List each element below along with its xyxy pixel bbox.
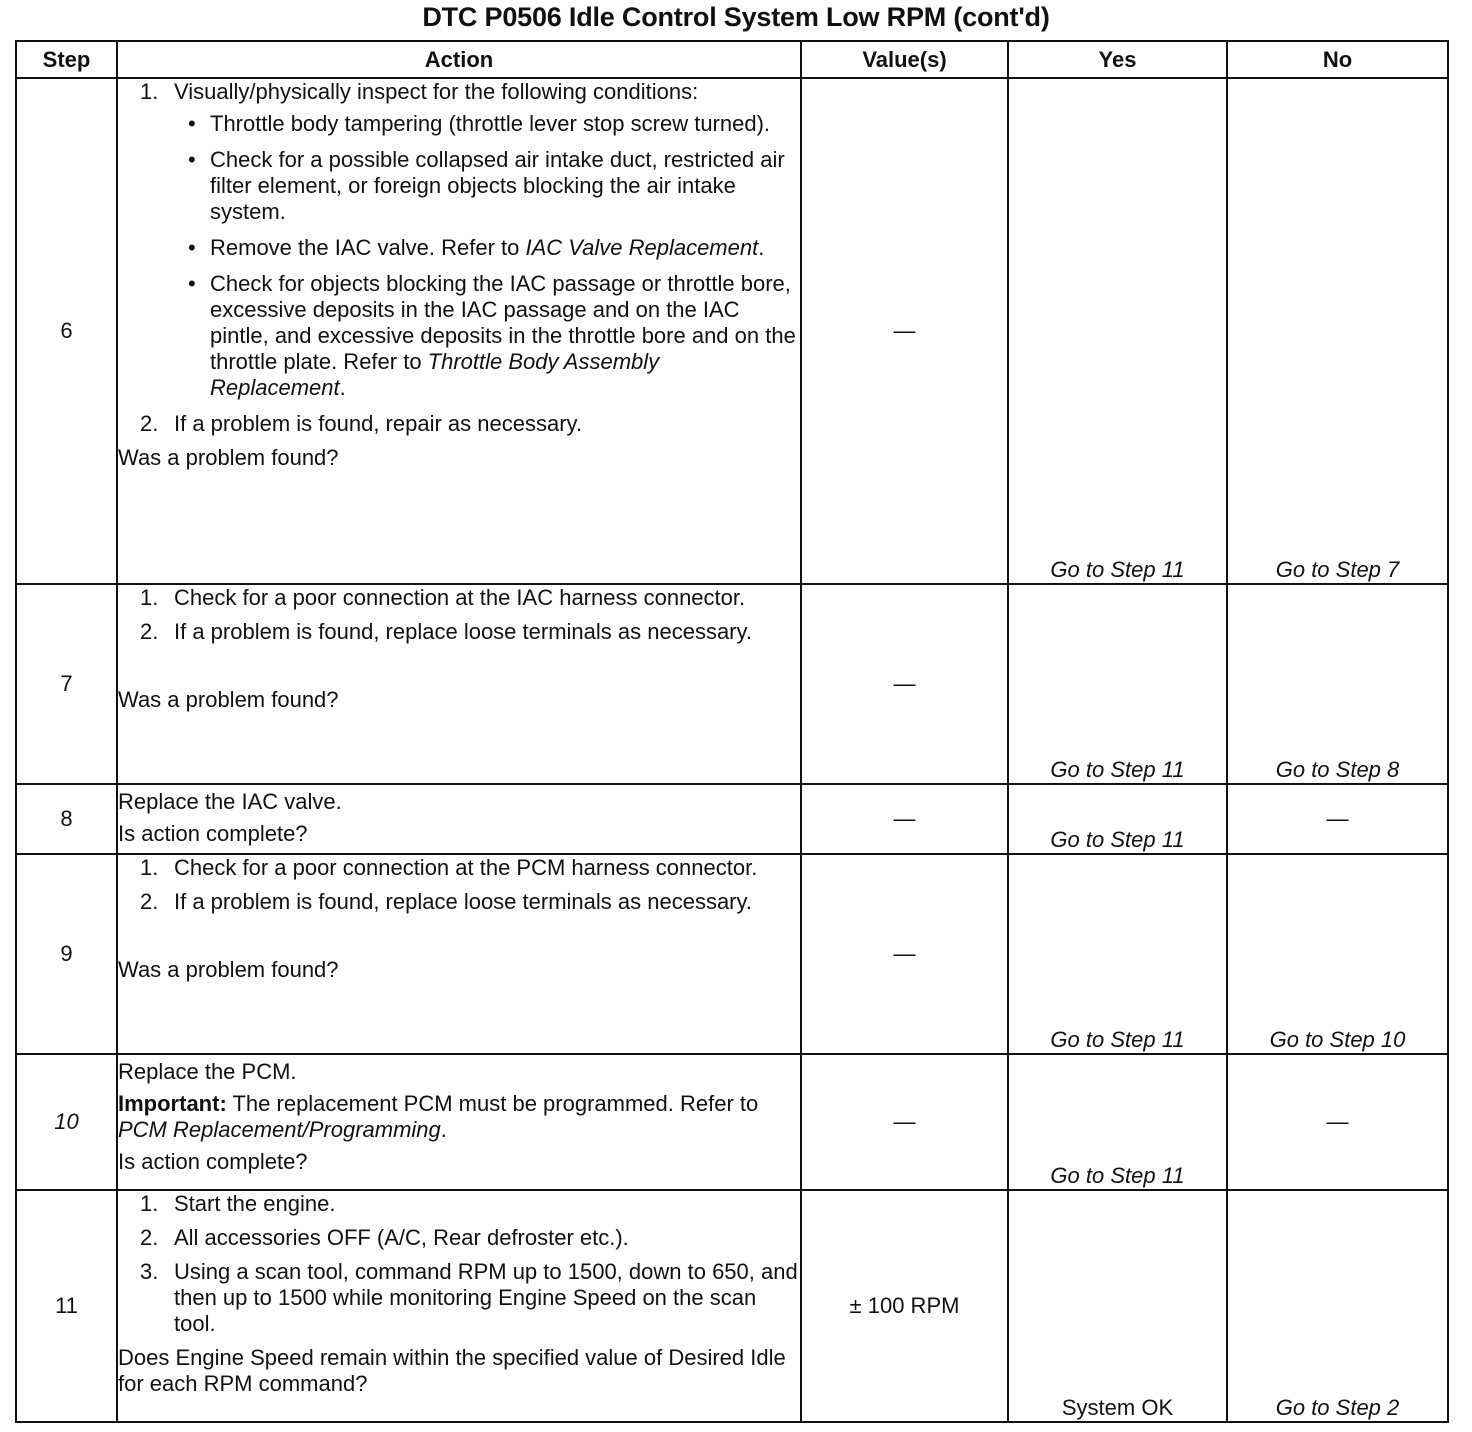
question-text: Does Engine Speed remain within the specified value of Desired Idle for each RPM command?	[118, 1345, 786, 1396]
header-step: Step	[16, 41, 117, 78]
important-label: Important:	[118, 1091, 227, 1116]
item-text: If a problem is found, replace loose terminals as necessary.	[174, 619, 752, 644]
value-cell: —	[801, 784, 1008, 854]
value-cell: —	[801, 78, 1008, 584]
list-item	[118, 585, 800, 611]
table-row-step-6	[16, 78, 1448, 584]
bullet-icon: •	[188, 111, 196, 136]
reference-link[interactable]: PCM Replacement/Programming	[118, 1117, 441, 1142]
value-cell: —	[801, 584, 1008, 784]
no-cell: Go to Step 8	[1227, 584, 1448, 784]
action-cell	[117, 784, 801, 854]
item-text: Visually/physically inspect for the following conditions:	[174, 79, 699, 104]
bullet-icon: •	[188, 235, 196, 260]
diagnostic-table	[15, 40, 1449, 1423]
question-text: Was a problem found?	[118, 445, 339, 470]
list-item	[118, 1225, 800, 1251]
yes-cell: Go to Step 11	[1008, 784, 1227, 854]
list-item	[118, 1191, 800, 1217]
bullet-item	[174, 271, 800, 401]
bullet-text: Check for objects blocking the IAC passage or throttle bore, excessive deposits in the IAC passage and on the IAC pintle, and excessive deposits in the throttle bore and on the throttle plate. Refer to	[210, 271, 796, 374]
yes-cell: Go to Step 11	[1008, 1054, 1227, 1190]
yes-cell: Go to Step 11	[1008, 78, 1227, 584]
important-note	[118, 1091, 800, 1143]
value-cell: ± 100 RPM	[801, 1190, 1008, 1422]
yes-cell: Go to Step 11	[1008, 584, 1227, 784]
bullet-item	[174, 111, 800, 137]
item-number: 2.	[140, 411, 159, 436]
reference-link[interactable]: IAC Valve Replacement	[525, 235, 759, 260]
bullet-list	[174, 111, 800, 401]
list-item	[118, 1259, 800, 1337]
table-row-step-7	[16, 584, 1448, 784]
no-cell: —	[1227, 1054, 1448, 1190]
period: .	[440, 1117, 447, 1142]
reference-link[interactable]: Throttle Body Assembly Replacement	[210, 349, 660, 400]
list-item	[118, 889, 800, 915]
header-yes: Yes	[1008, 41, 1227, 78]
bullet-icon: •	[188, 147, 196, 172]
action-text: Replace the PCM.	[118, 1059, 297, 1084]
period: .	[758, 235, 765, 260]
list-item	[118, 411, 800, 437]
important-text: The replacement PCM must be programmed. Refer to	[226, 1091, 759, 1116]
list-item	[118, 79, 800, 401]
item-text: If a problem is found, replace loose terminals as necessary.	[174, 889, 752, 914]
header-row	[16, 41, 1448, 78]
bullet-text: Check for a possible collapsed air intake duct, restricted air filter element, or foreign objects blocking the air intake system.	[210, 147, 785, 224]
item-text: Check for a poor connection at the PCM harness connector.	[174, 855, 758, 880]
action-cell	[117, 584, 801, 784]
yes-cell: Go to Step 11	[1008, 854, 1227, 1054]
table-row-step-8	[16, 784, 1448, 854]
step-number: 6	[16, 78, 117, 584]
item-number: 1.	[140, 79, 159, 104]
bullet-item	[174, 147, 800, 225]
spacer	[118, 653, 800, 681]
yes-cell: System OK	[1008, 1190, 1227, 1422]
no-cell: Go to Step 10	[1227, 854, 1448, 1054]
table-row-step-11	[16, 1190, 1448, 1422]
step-number: 7	[16, 584, 117, 784]
header-no: No	[1227, 41, 1448, 78]
item-number: 1.	[140, 585, 159, 610]
spacer	[118, 923, 800, 951]
question-text: Was a problem found?	[118, 687, 339, 712]
step-number: 10	[16, 1054, 117, 1190]
list-item	[118, 619, 800, 645]
item-number: 3.	[140, 1259, 159, 1284]
table-row-step-9	[16, 854, 1448, 1054]
action-cell	[117, 1054, 801, 1190]
item-number: 1.	[140, 1191, 159, 1216]
action-cell	[117, 854, 801, 1054]
bullet-text: Remove the IAC valve. Refer to	[210, 235, 526, 260]
header-values: Value(s)	[801, 41, 1008, 78]
table-row-step-10	[16, 1054, 1448, 1190]
list-item	[118, 855, 800, 881]
item-text: Check for a poor connection at the IAC harness connector.	[174, 585, 746, 610]
item-text: All accessories OFF (A/C, Rear defroster etc.).	[174, 1225, 629, 1250]
bullet-text: Throttle body tampering (throttle lever stop screw turned).	[210, 111, 771, 136]
no-cell: —	[1227, 784, 1448, 854]
step-number: 8	[16, 784, 117, 854]
bullet-icon: •	[188, 271, 196, 296]
item-text: Using a scan tool, command RPM up to 1500, down to 650, and then up to 1500 while monitoring Engine Speed on the scan tool.	[174, 1259, 798, 1336]
item-number: 2.	[140, 619, 159, 644]
value-cell: —	[801, 854, 1008, 1054]
period: .	[339, 375, 346, 400]
question-text: Is action complete?	[118, 821, 308, 846]
item-number: 1.	[140, 855, 159, 880]
item-number: 2.	[140, 1225, 159, 1250]
no-cell: Go to Step 2	[1227, 1190, 1448, 1422]
header-action: Action	[117, 41, 801, 78]
item-number: 2.	[140, 889, 159, 914]
step-number: 9	[16, 854, 117, 1054]
no-cell: Go to Step 7	[1227, 78, 1448, 584]
step-number: 11	[16, 1190, 117, 1422]
question-text: Was a problem found?	[118, 957, 339, 982]
bullet-item	[174, 235, 800, 261]
item-text: Start the engine.	[174, 1191, 336, 1216]
action-text: Replace the IAC valve.	[118, 789, 342, 814]
action-cell	[117, 78, 801, 584]
action-cell	[117, 1190, 801, 1422]
question-text: Is action complete?	[118, 1149, 308, 1174]
page-title: DTC P0506 Idle Control System Low RPM (cont'd)	[422, 2, 1050, 32]
item-text: If a problem is found, repair as necessary.	[174, 411, 583, 436]
value-cell: —	[801, 1054, 1008, 1190]
